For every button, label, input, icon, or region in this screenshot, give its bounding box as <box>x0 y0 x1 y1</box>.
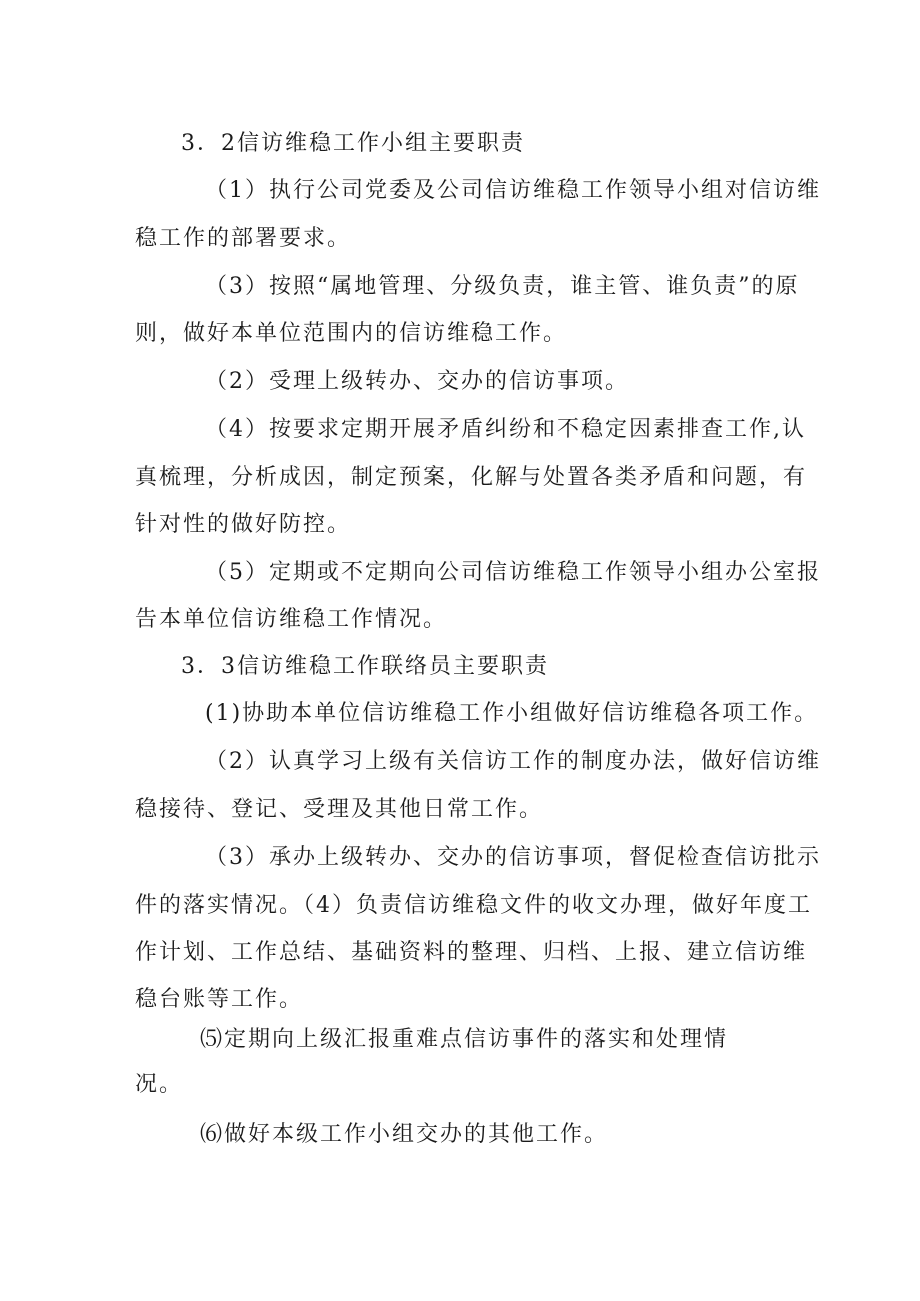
paragraph-line: 告本单位信访维稳工作情况。 <box>135 607 448 632</box>
paragraph-line: 作计划、工作总结、基础资料的整理、归档、上报、建立信访维 <box>135 940 808 965</box>
paragraph-line: （1）执行公司党委及公司信访维稳工作领导小组对信访维 <box>205 178 821 203</box>
paragraph-line: （2）受理上级转办、交办的信访事项。 <box>205 369 629 394</box>
paragraph-line: 况。 <box>135 1072 184 1097</box>
section-heading-3-2: 3．2信访维稳工作小组主要职责 <box>181 131 525 156</box>
paragraph-line: （4）按要求定期开展矛盾纠纷和不稳定因素排查工作,认 <box>205 417 806 442</box>
paragraph-line: (1)协助本单位信访维稳工作小组做好信访维稳各项工作。 <box>205 701 819 726</box>
paragraph-line: （3）按照“属地管理、分级负责，谁主管、谁负责”的原 <box>205 274 800 299</box>
section-heading-3-3: 3．3信访维稳工作联络员主要职责 <box>181 654 549 679</box>
paragraph-line: 针对性的做好防控。 <box>135 512 352 537</box>
paragraph-line: 稳工作的部署要求。 <box>135 226 352 251</box>
paragraph-line: 则，做好本单位范围内的信访维稳工作。 <box>135 321 568 346</box>
paragraph-line: 件的落实情况。（4）负责信访维稳文件的收文办理，做好年度工 <box>135 893 812 918</box>
paragraph-line: 真梳理，分析成因，制定预案，化解与处置各类矛盾和问题，有 <box>135 465 808 490</box>
paragraph-line: （2）认真学习上级有关信访工作的制度办法，做好信访维 <box>205 749 821 774</box>
paragraph-line: （5）定期或不定期向公司信访维稳工作领导小组办公室报 <box>205 560 821 585</box>
paragraph-line: （3）承办上级转办、交办的信访事项，督促检查信访批示 <box>205 845 821 870</box>
paragraph-line: ⑹做好本级工作小组交办的其他工作。 <box>200 1122 609 1147</box>
paragraph-line: 稳台账等工作。 <box>135 987 304 1012</box>
paragraph-line: 稳接待、登记、受理及其他日常工作。 <box>135 797 544 822</box>
paragraph-line: ⑸定期向上级汇报重难点信访事件的落实和处理情 <box>200 1027 729 1052</box>
